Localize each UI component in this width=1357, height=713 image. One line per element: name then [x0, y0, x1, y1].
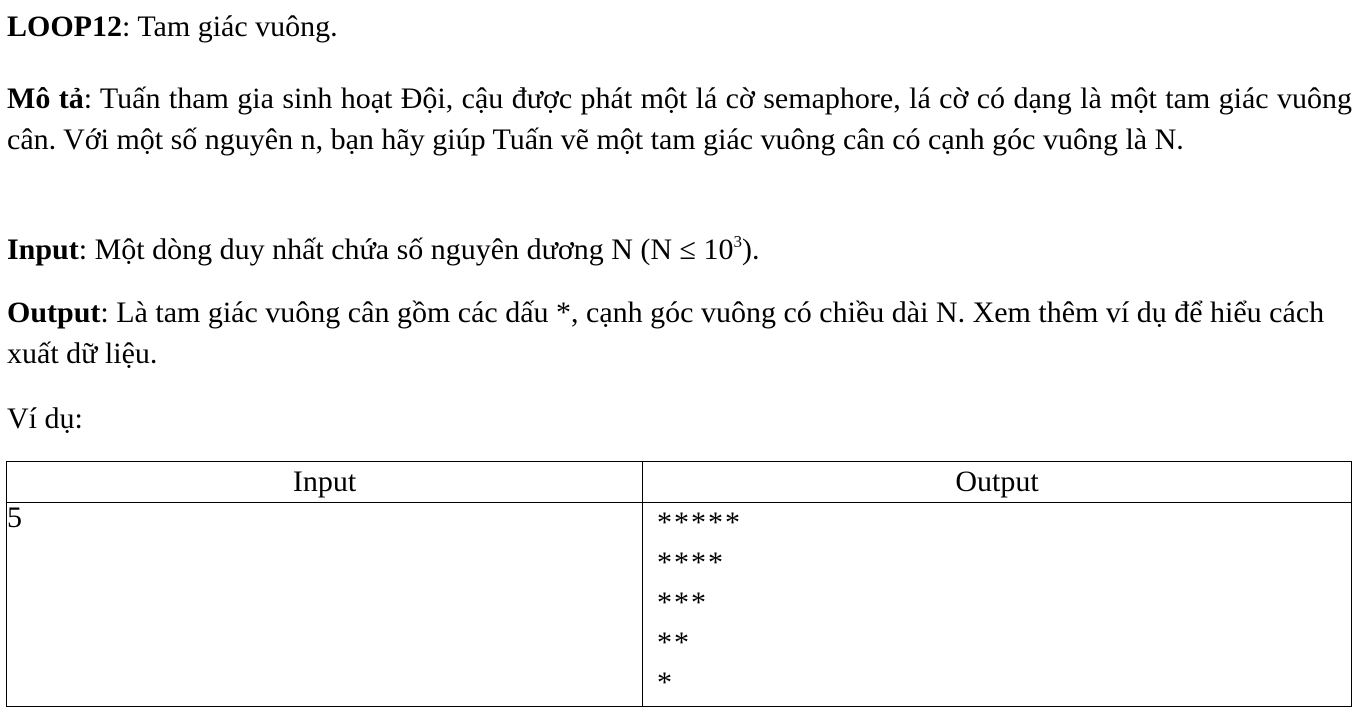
output-line: **	[657, 626, 691, 659]
example-row	[7, 503, 1352, 707]
description-text: Tuấn tham gia sinh hoạt Đội, cậu được phát một lá cờ semaphore, lá cờ có dạng là một tam giác vuông cân. Với một số nguyên n, bạn hãy giúp Tuấn vẽ một tam giác vuông cân có cạnh góc vuông là N.	[7, 82, 1353, 156]
output-line: *	[657, 666, 674, 699]
output-line: ***	[657, 586, 708, 619]
input-spec-text: Một dòng duy nhất chứa số nguyên dương N (N ≤ 10	[94, 233, 734, 266]
title-separator: :	[122, 10, 138, 43]
example-heading: Ví dụ:	[7, 402, 83, 435]
output-line: ****	[657, 546, 725, 579]
problem-title	[7, 6, 1352, 47]
output-spec-text: Là tam giác vuông cân gồm các dấu *, cạnh góc vuông có chiều dài N. Xem thêm ví dụ để hiểu cách xuất dữ liệu.	[7, 296, 1325, 370]
problem-name: Tam giác vuông.	[137, 10, 338, 43]
description-separator: :	[83, 82, 100, 115]
example-table-header-row	[7, 462, 1352, 503]
output-spec-paragraph	[7, 292, 1327, 374]
output-spec-label: Output	[7, 296, 101, 329]
example-output-cell	[643, 503, 1352, 707]
description-label: Mô tả	[7, 82, 84, 115]
output-spec-separator: :	[100, 296, 117, 329]
output-column-header: Output	[643, 462, 1352, 503]
input-spec-paragraph	[7, 229, 1352, 270]
example-input-cell	[7, 503, 643, 707]
input-spec-text-end: ).	[742, 233, 760, 266]
example-input-value: 5	[7, 501, 22, 534]
input-spec-exponent: 3	[733, 232, 743, 251]
example-table	[6, 461, 1352, 707]
input-spec-label: Input	[7, 233, 79, 266]
output-line: *****	[657, 506, 742, 539]
input-column-header: Input	[7, 462, 643, 503]
problem-code: LOOP12	[7, 10, 123, 43]
description-paragraph	[7, 78, 1352, 160]
input-spec-separator: :	[78, 233, 95, 266]
